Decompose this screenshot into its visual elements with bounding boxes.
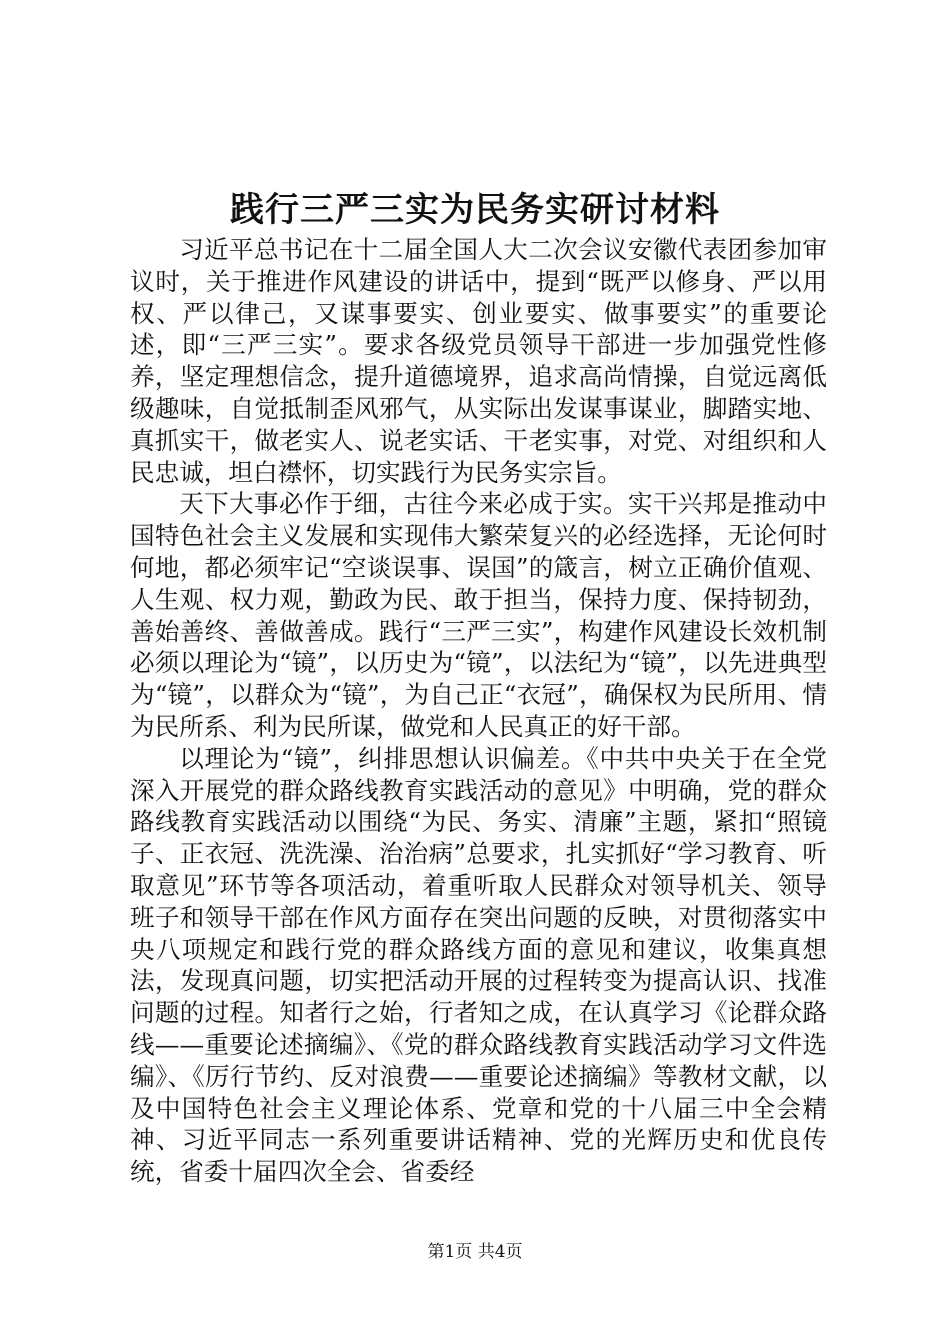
- document-body: [130, 234, 827, 1188]
- page-number-footer: 第1页 共4页: [427, 1242, 523, 1262]
- paragraph-2: 天下大事必作于细，古往今来必成于实。实干兴邦是推动中国特色社会主义发展和实现伟大繁荣复兴的必经选择，无论何时何地，都必须牢记“空谈误事、误国”的箴言，树立正确价值观、人生观、权力观，勤政为民、敢于担当，保持力度、保持韧劲，善始善终、善做善成。践行“三严三实”，构建作风建设长效机制必须以理论为“镜”，以历史为“镜”，以法纪为“镜”，以先进典型为“镜”，以群众为“镜”，为自己正“衣冠”，确保权为民所用、情为民所系、利为民所谋，做党和人民真正的好干部。: [130, 489, 827, 741]
- document-title: 践行三严三实为民务实研讨材料: [230, 190, 720, 230]
- paragraph-3: 以理论为“镜”，纠排思想认识偏差。《中共中央关于在全党深入开展党的群众路线教育实践活动的意见》中明确，党的群众路线教育实践活动以围绕“为民、务实、清廉”主题，紧扣“照镜子、正衣冠、洗洗澡、治治病”总要求，扎实抓好“学习教育、听取意见”环节等各项活动，着重听取人民群众对领导机关、领导班子和领导干部在作风方面存在突出问题的反映，对贯彻落实中央八项规定和践行党的群众路线方面的意见和建议，收集真想法，发现真问题，切实把活动开展的过程转变为提高认识、找准问题的过程。知者行之始，行者知之成，在认真学习《论群众路线——重要论述摘编》、《党的群众路线教育实践活动学习文件选编》、《厉行节约、反对浪费——重要论述摘编》等教材文献，以及中国特色社会主义理论体系、党章和党的十八届三中全会精神、习近平同志一系列重要讲话精神、党的光辉历史和优良传统，省委十届四次全会、省委经: [130, 743, 827, 1187]
- paragraph-1: 习近平总书记在十二届全国人大二次会议安徽代表团参加审议时，关于推进作风建设的讲话中，提到“既严以修身、严以用权、严以律己，又谋事要实、创业要实、做事要实”的重要论述，即“三严三实”。要求各级党员领导干部进一步加强党性修养，坚定理想信念，提升道德境界，追求高尚情操，自觉远离低级趣味，自觉抵制歪风邪气，从实际出发谋事谋业，脚踏实地、真抓实干，做老实人、说老实话、干老实事，对党、对组织和人民忠诚，坦白襟怀，切实践行为民务实宗旨。: [130, 235, 827, 487]
